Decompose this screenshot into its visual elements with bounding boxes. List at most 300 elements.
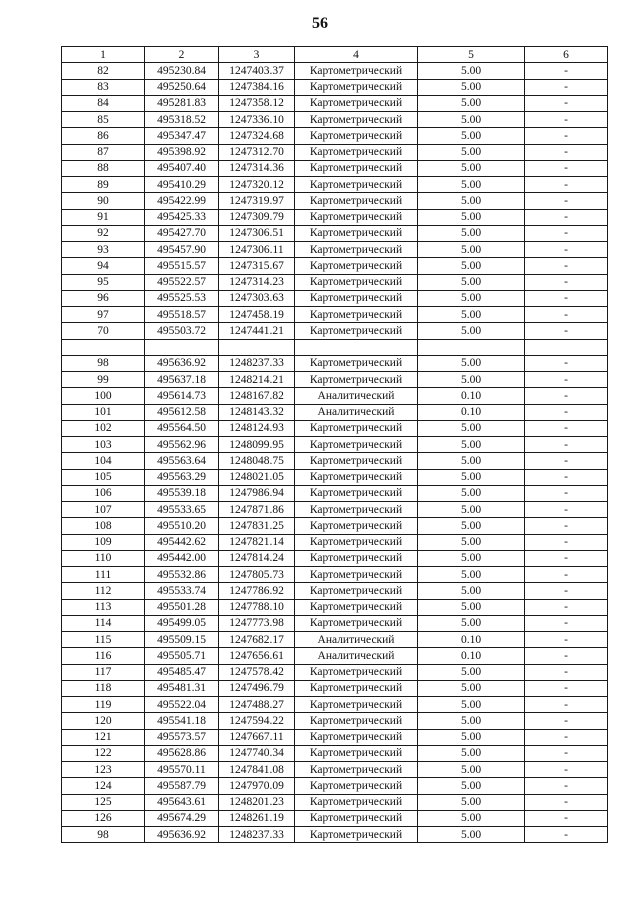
table-row (62, 225, 608, 241)
cell-method: Картометрический (295, 225, 418, 241)
cell-note: - (525, 745, 608, 761)
coordinates-table (61, 46, 608, 843)
cell-coordinate-x (145, 339, 219, 355)
cell-note: - (525, 648, 608, 664)
cell-coordinate-y (219, 339, 295, 355)
cell-coordinate-y: 1247403.37 (219, 63, 295, 79)
cell-accuracy: 5.00 (418, 713, 525, 729)
cell-point-number: 92 (62, 225, 145, 241)
cell-coordinate-y: 1247384.16 (219, 79, 295, 95)
cell-coordinate-x: 495518.57 (145, 307, 219, 323)
cell-point-number: 120 (62, 713, 145, 729)
cell-method: Картометрический (295, 778, 418, 794)
cell-method: Картометрический (295, 453, 418, 469)
cell-coordinate-y: 1247831.25 (219, 518, 295, 534)
cell-method: Картометрический (295, 160, 418, 176)
cell-point-number: 82 (62, 63, 145, 79)
cell-point-number: 107 (62, 502, 145, 518)
cell-coordinate-y: 1247656.61 (219, 648, 295, 664)
table-row (62, 79, 608, 95)
cell-coordinate-y: 1248099.95 (219, 437, 295, 453)
table-row (62, 372, 608, 388)
cell-coordinate-x: 495422.99 (145, 193, 219, 209)
cell-coordinate-x: 495318.52 (145, 112, 219, 128)
cell-point-number: 87 (62, 144, 145, 160)
cell-note: - (525, 274, 608, 290)
table-row (62, 388, 608, 404)
cell-note: - (525, 518, 608, 534)
cell-coordinate-y: 1247306.51 (219, 225, 295, 241)
cell-accuracy: 5.00 (418, 209, 525, 225)
cell-point-number: 95 (62, 274, 145, 290)
cell-note: - (525, 794, 608, 810)
cell-coordinate-x: 495442.62 (145, 534, 219, 550)
cell-method: Картометрический (295, 664, 418, 680)
cell-coordinate-y: 1247336.10 (219, 112, 295, 128)
cell-accuracy: 5.00 (418, 79, 525, 95)
cell-point-number: 118 (62, 680, 145, 696)
table-row (62, 160, 608, 176)
cell-accuracy: 5.00 (418, 745, 525, 761)
cell-point-number: 114 (62, 615, 145, 631)
cell-method: Картометрический (295, 79, 418, 95)
cell-point-number: 125 (62, 794, 145, 810)
cell-coordinate-y: 1247303.63 (219, 290, 295, 306)
cell-point-number: 108 (62, 518, 145, 534)
table-row (62, 339, 608, 355)
cell-accuracy: 5.00 (418, 615, 525, 631)
cell-note: - (525, 453, 608, 469)
cell-method: Картометрический (295, 372, 418, 388)
cell-method: Картометрический (295, 274, 418, 290)
cell-point-number: 115 (62, 632, 145, 648)
cell-method: Картометрический (295, 242, 418, 258)
cell-coordinate-x: 495410.29 (145, 177, 219, 193)
cell-accuracy: 5.00 (418, 437, 525, 453)
cell-coordinate-y: 1248237.33 (219, 827, 295, 843)
cell-method: Картометрический (295, 615, 418, 631)
table-row (62, 810, 608, 826)
cell-method: Картометрический (295, 518, 418, 534)
cell-coordinate-y: 1247814.24 (219, 550, 295, 566)
cell-point-number: 101 (62, 404, 145, 420)
cell-coordinate-x: 495427.70 (145, 225, 219, 241)
cell-accuracy: 5.00 (418, 810, 525, 826)
cell-note: - (525, 258, 608, 274)
table-row (62, 632, 608, 648)
cell-coordinate-x: 495525.53 (145, 290, 219, 306)
table-row (62, 648, 608, 664)
cell-coordinate-x: 495636.92 (145, 827, 219, 843)
cell-point-number: 109 (62, 534, 145, 550)
cell-coordinate-y: 1248261.19 (219, 810, 295, 826)
table-row (62, 615, 608, 631)
table-row (62, 144, 608, 160)
cell-accuracy: 5.00 (418, 697, 525, 713)
cell-coordinate-y: 1247805.73 (219, 567, 295, 583)
cell-method: Картометрический (295, 95, 418, 111)
cell-coordinate-y: 1247871.86 (219, 502, 295, 518)
cell-point-number: 94 (62, 258, 145, 274)
cell-coordinate-x: 495637.18 (145, 372, 219, 388)
cell-note: - (525, 355, 608, 371)
cell-coordinate-y: 1248167.82 (219, 388, 295, 404)
cell-note: - (525, 209, 608, 225)
cell-coordinate-y: 1247578.42 (219, 664, 295, 680)
cell-method: Картометрический (295, 680, 418, 696)
cell-coordinate-x: 495563.29 (145, 469, 219, 485)
table-row (62, 355, 608, 371)
cell-coordinate-y: 1248048.75 (219, 453, 295, 469)
cell-coordinate-x: 495250.64 (145, 79, 219, 95)
table-row (62, 242, 608, 258)
cell-coordinate-y: 1247358.12 (219, 95, 295, 111)
cell-coordinate-x: 495503.72 (145, 323, 219, 339)
cell-note: - (525, 63, 608, 79)
column-header-1: 1 (62, 47, 145, 63)
cell-point-number: 91 (62, 209, 145, 225)
cell-method: Картометрический (295, 112, 418, 128)
cell-note: - (525, 177, 608, 193)
cell-coordinate-x: 495562.96 (145, 437, 219, 453)
cell-point-number: 98 (62, 827, 145, 843)
cell-coordinate-y: 1247315.67 (219, 258, 295, 274)
cell-method: Картометрический (295, 355, 418, 371)
cell-coordinate-x: 495643.61 (145, 794, 219, 810)
cell-coordinate-y: 1247986.94 (219, 485, 295, 501)
table-row (62, 209, 608, 225)
cell-coordinate-y: 1247488.27 (219, 697, 295, 713)
cell-accuracy: 5.00 (418, 518, 525, 534)
cell-point-number: 90 (62, 193, 145, 209)
cell-note: - (525, 567, 608, 583)
cell-accuracy: 5.00 (418, 225, 525, 241)
cell-point-number: 121 (62, 729, 145, 745)
cell-coordinate-y: 1247324.68 (219, 128, 295, 144)
column-header-3: 3 (219, 47, 295, 63)
cell-coordinate-y: 1247821.14 (219, 534, 295, 550)
cell-accuracy: 5.00 (418, 778, 525, 794)
cell-point-number: 89 (62, 177, 145, 193)
cell-coordinate-y: 1247458.19 (219, 307, 295, 323)
cell-accuracy: 5.00 (418, 485, 525, 501)
cell-method: Картометрический (295, 550, 418, 566)
cell-method (295, 339, 418, 355)
cell-method: Картометрический (295, 469, 418, 485)
table-row (62, 583, 608, 599)
table-row (62, 95, 608, 111)
cell-accuracy: 5.00 (418, 307, 525, 323)
cell-coordinate-x: 495510.20 (145, 518, 219, 534)
cell-point-number: 85 (62, 112, 145, 128)
cell-point-number: 86 (62, 128, 145, 144)
table-body (62, 63, 608, 843)
cell-method: Картометрический (295, 485, 418, 501)
cell-coordinate-x: 495522.57 (145, 274, 219, 290)
cell-coordinate-y: 1247320.12 (219, 177, 295, 193)
cell-coordinate-x: 495573.57 (145, 729, 219, 745)
cell-method: Картометрический (295, 599, 418, 615)
cell-point-number: 70 (62, 323, 145, 339)
cell-method: Картометрический (295, 290, 418, 306)
table-row (62, 485, 608, 501)
cell-method: Картометрический (295, 307, 418, 323)
table-row (62, 729, 608, 745)
cell-point-number: 113 (62, 599, 145, 615)
cell-note: - (525, 160, 608, 176)
cell-accuracy: 5.00 (418, 762, 525, 778)
table-row (62, 713, 608, 729)
cell-note: - (525, 144, 608, 160)
cell-note: - (525, 485, 608, 501)
cell-method: Картометрический (295, 697, 418, 713)
cell-accuracy (418, 339, 525, 355)
cell-coordinate-x: 495485.47 (145, 664, 219, 680)
cell-method: Картометрический (295, 583, 418, 599)
cell-method: Картометрический (295, 567, 418, 583)
table-row (62, 778, 608, 794)
cell-accuracy: 5.00 (418, 420, 525, 436)
cell-note: - (525, 827, 608, 843)
cell-coordinate-y: 1247306.11 (219, 242, 295, 258)
cell-coordinate-y: 1248214.21 (219, 372, 295, 388)
cell-coordinate-x: 495481.31 (145, 680, 219, 696)
cell-accuracy: 5.00 (418, 469, 525, 485)
cell-note: - (525, 713, 608, 729)
cell-point-number: 112 (62, 583, 145, 599)
table-row (62, 827, 608, 843)
cell-note: - (525, 437, 608, 453)
cell-coordinate-x: 495499.05 (145, 615, 219, 631)
table-row (62, 518, 608, 534)
table-row (62, 128, 608, 144)
cell-accuracy: 5.00 (418, 112, 525, 128)
cell-coordinate-x: 495505.71 (145, 648, 219, 664)
cell-coordinate-y: 1247312.70 (219, 144, 295, 160)
cell-accuracy: 5.00 (418, 323, 525, 339)
table-row (62, 420, 608, 436)
cell-accuracy: 5.00 (418, 794, 525, 810)
cell-coordinate-x: 495541.18 (145, 713, 219, 729)
cell-point-number: 88 (62, 160, 145, 176)
table-row (62, 599, 608, 615)
cell-coordinate-x: 495522.04 (145, 697, 219, 713)
cell-coordinate-y: 1248021.05 (219, 469, 295, 485)
cell-point-number: 96 (62, 290, 145, 306)
cell-method: Картометрический (295, 420, 418, 436)
cell-coordinate-y: 1247309.79 (219, 209, 295, 225)
cell-point-number: 100 (62, 388, 145, 404)
cell-accuracy: 5.00 (418, 453, 525, 469)
cell-accuracy: 5.00 (418, 680, 525, 696)
table-row (62, 745, 608, 761)
column-header-6: 6 (525, 47, 608, 63)
column-header-5: 5 (418, 47, 525, 63)
cell-note: - (525, 810, 608, 826)
cell-accuracy: 5.00 (418, 502, 525, 518)
cell-accuracy: 0.10 (418, 632, 525, 648)
cell-point-number: 110 (62, 550, 145, 566)
table-row (62, 567, 608, 583)
cell-accuracy: 5.00 (418, 567, 525, 583)
table-row (62, 112, 608, 128)
cell-accuracy: 5.00 (418, 177, 525, 193)
table-row (62, 307, 608, 323)
cell-point-number: 124 (62, 778, 145, 794)
cell-point-number: 104 (62, 453, 145, 469)
cell-accuracy: 5.00 (418, 274, 525, 290)
cell-point-number: 84 (62, 95, 145, 111)
cell-note: - (525, 680, 608, 696)
table-row (62, 274, 608, 290)
cell-note: - (525, 420, 608, 436)
cell-accuracy: 5.00 (418, 160, 525, 176)
cell-coordinate-x: 495281.83 (145, 95, 219, 111)
table-row (62, 664, 608, 680)
cell-method: Картометрический (295, 827, 418, 843)
cell-method: Картометрический (295, 762, 418, 778)
cell-method: Картометрический (295, 437, 418, 453)
cell-coordinate-y: 1248124.93 (219, 420, 295, 436)
cell-accuracy: 5.00 (418, 827, 525, 843)
table-row (62, 437, 608, 453)
cell-accuracy: 5.00 (418, 290, 525, 306)
cell-point-number: 83 (62, 79, 145, 95)
cell-note: - (525, 225, 608, 241)
cell-method: Картометрический (295, 502, 418, 518)
cell-accuracy: 5.00 (418, 95, 525, 111)
cell-accuracy: 5.00 (418, 372, 525, 388)
table-row (62, 469, 608, 485)
cell-note: - (525, 550, 608, 566)
cell-coordinate-y: 1247788.10 (219, 599, 295, 615)
cell-note: - (525, 290, 608, 306)
cell-accuracy: 5.00 (418, 664, 525, 680)
table-row (62, 453, 608, 469)
cell-coordinate-y: 1248143.32 (219, 404, 295, 420)
table-row (62, 550, 608, 566)
cell-coordinate-x: 495425.33 (145, 209, 219, 225)
cell-coordinate-x: 495533.74 (145, 583, 219, 599)
cell-point-number: 111 (62, 567, 145, 583)
cell-point-number: 98 (62, 355, 145, 371)
table-header-row (62, 47, 608, 63)
cell-point-number: 122 (62, 745, 145, 761)
cell-accuracy: 5.00 (418, 550, 525, 566)
cell-note: - (525, 583, 608, 599)
cell-method: Картометрический (295, 810, 418, 826)
table-row (62, 762, 608, 778)
table-row (62, 404, 608, 420)
cell-note: - (525, 729, 608, 745)
cell-note: - (525, 323, 608, 339)
cell-note: - (525, 128, 608, 144)
cell-method: Аналитический (295, 632, 418, 648)
table-row (62, 177, 608, 193)
cell-accuracy: 0.10 (418, 404, 525, 420)
cell-coordinate-x: 495564.50 (145, 420, 219, 436)
cell-point-number: 97 (62, 307, 145, 323)
cell-note: - (525, 112, 608, 128)
cell-coordinate-y: 1247667.11 (219, 729, 295, 745)
cell-accuracy: 5.00 (418, 583, 525, 599)
cell-note: - (525, 193, 608, 209)
cell-coordinate-y: 1248237.33 (219, 355, 295, 371)
cell-coordinate-x: 495614.73 (145, 388, 219, 404)
cell-point-number: 119 (62, 697, 145, 713)
cell-method: Картометрический (295, 63, 418, 79)
cell-accuracy: 5.00 (418, 258, 525, 274)
cell-note: - (525, 404, 608, 420)
cell-note: - (525, 79, 608, 95)
cell-note (525, 339, 608, 355)
cell-method: Картометрический (295, 534, 418, 550)
cell-coordinate-y: 1247319.97 (219, 193, 295, 209)
table-row (62, 193, 608, 209)
cell-coordinate-x: 495398.92 (145, 144, 219, 160)
cell-note: - (525, 599, 608, 615)
cell-accuracy: 5.00 (418, 144, 525, 160)
cell-coordinate-x: 495457.90 (145, 242, 219, 258)
cell-point-number: 105 (62, 469, 145, 485)
table-row (62, 502, 608, 518)
cell-coordinate-x: 495442.00 (145, 550, 219, 566)
cell-coordinate-y: 1247594.22 (219, 713, 295, 729)
cell-point-number (62, 339, 145, 355)
table-row (62, 697, 608, 713)
cell-method: Картометрический (295, 144, 418, 160)
cell-coordinate-y: 1248201.23 (219, 794, 295, 810)
cell-coordinate-x: 495407.40 (145, 160, 219, 176)
cell-note: - (525, 697, 608, 713)
cell-point-number: 126 (62, 810, 145, 826)
table-row (62, 290, 608, 306)
cell-point-number: 116 (62, 648, 145, 664)
cell-accuracy: 5.00 (418, 534, 525, 550)
cell-coordinate-x: 495612.58 (145, 404, 219, 420)
cell-note: - (525, 632, 608, 648)
cell-coordinate-x: 495533.65 (145, 502, 219, 518)
cell-coordinate-x: 495347.47 (145, 128, 219, 144)
cell-accuracy: 5.00 (418, 355, 525, 371)
cell-accuracy: 5.00 (418, 242, 525, 258)
page-number: 56 (312, 15, 328, 32)
cell-coordinate-y: 1247970.09 (219, 778, 295, 794)
table-row (62, 63, 608, 79)
cell-point-number: 99 (62, 372, 145, 388)
cell-point-number: 106 (62, 485, 145, 501)
table-row (62, 534, 608, 550)
cell-coordinate-x: 495674.29 (145, 810, 219, 826)
cell-method: Картометрический (295, 729, 418, 745)
cell-accuracy: 0.10 (418, 648, 525, 664)
cell-accuracy: 5.00 (418, 128, 525, 144)
cell-note: - (525, 664, 608, 680)
cell-method: Картометрический (295, 209, 418, 225)
cell-coordinate-x: 495628.86 (145, 745, 219, 761)
cell-note: - (525, 388, 608, 404)
cell-coordinate-y: 1247682.17 (219, 632, 295, 648)
cell-accuracy: 5.00 (418, 729, 525, 745)
cell-coordinate-x: 495501.28 (145, 599, 219, 615)
cell-method: Картометрический (295, 713, 418, 729)
cell-method: Аналитический (295, 648, 418, 664)
cell-note: - (525, 762, 608, 778)
table-row (62, 323, 608, 339)
cell-point-number: 117 (62, 664, 145, 680)
cell-method: Картометрический (295, 794, 418, 810)
cell-note: - (525, 534, 608, 550)
